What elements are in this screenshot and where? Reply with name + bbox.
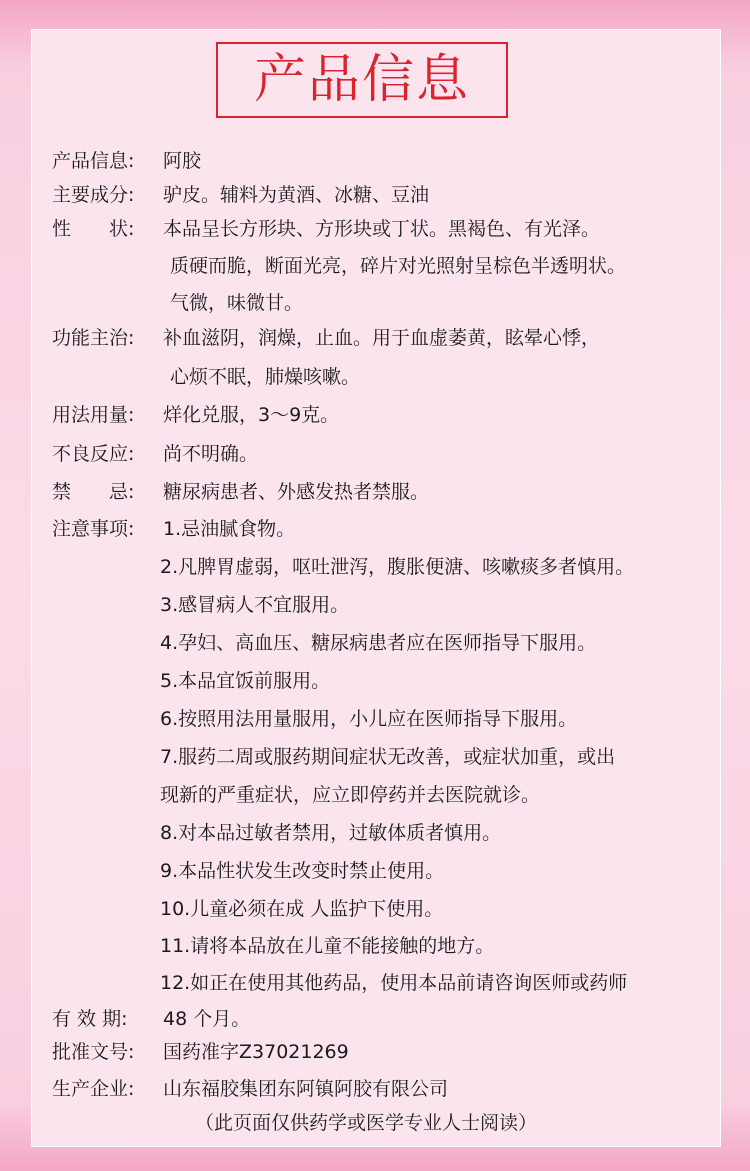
precaution-item: 6.按照用法用量服用，小儿应在医师指导下服用。 bbox=[160, 708, 578, 730]
precaution-item: 1.忌油腻食物。 bbox=[163, 518, 296, 540]
precaution-item: 3.感冒病人不宜服用。 bbox=[160, 594, 350, 616]
label-validity: 有 效 期: bbox=[52, 1008, 128, 1030]
footer-note: （此页面仅供药学或医学专业人士阅读） bbox=[195, 1112, 538, 1134]
label-approval: 批准文号: bbox=[52, 1041, 135, 1063]
label-contraindications: 禁 忌: bbox=[52, 481, 135, 503]
precaution-item: 12.如正在使用其他药品，使用本品前请咨询医师或药师 bbox=[160, 972, 628, 994]
precaution-item: 10.儿童必须在成 人监护下使用。 bbox=[160, 898, 444, 920]
value-product-name: 阿胶 bbox=[163, 150, 202, 172]
value-functions-line: 心烦不眠，肺燥咳嗽。 bbox=[170, 366, 361, 388]
value-manufacturer: 山东福胶集团东阿镇阿胶有限公司 bbox=[163, 1078, 449, 1100]
precaution-item: 8.对本品过敏者禁用，过敏体质者慎用。 bbox=[160, 822, 502, 844]
value-properties-line: 质硬而脆，断面光亮，碎片对光照射呈棕色半透明状。 bbox=[170, 255, 627, 277]
value-ingredients: 驴皮。辅料为黄酒、冰糖、豆油 bbox=[163, 184, 430, 206]
label-precautions: 注意事项: bbox=[52, 518, 135, 540]
precaution-item: 11.请将本品放在儿童不能接触的地方。 bbox=[160, 935, 495, 957]
value-properties-line: 本品呈长方形块、方形块或丁状。黑褐色、有光泽。 bbox=[163, 218, 601, 240]
page-title: 产品信息 bbox=[216, 42, 508, 118]
value-dosage: 烊化兑服，3～9克。 bbox=[163, 404, 340, 426]
label-properties: 性 状: bbox=[52, 218, 135, 240]
value-functions-line: 补血滋阴，润燥，止血。用于血虚萎黄，眩晕心悸， bbox=[163, 327, 601, 349]
label-dosage: 用法用量: bbox=[52, 404, 135, 426]
precaution-item: 4.孕妇、高血压、糖尿病患者应在医师指导下服用。 bbox=[160, 632, 597, 654]
value-adverse: 尚不明确。 bbox=[163, 443, 259, 465]
value-properties-line: 气微，味微甘。 bbox=[170, 292, 304, 314]
label-product-name: 产品信息: bbox=[52, 150, 135, 172]
value-validity: 48 个月。 bbox=[163, 1008, 251, 1030]
precaution-item: 2.凡脾胃虚弱，呕吐泄泻，腹胀便溏、咳嗽痰多者慎用。 bbox=[160, 556, 635, 578]
label-functions: 功能主治: bbox=[52, 327, 135, 349]
label-ingredients: 主要成分: bbox=[52, 184, 135, 206]
precaution-item-continued: 现新的严重症状，应立即停药并去医院就诊。 bbox=[160, 784, 541, 806]
precaution-item: 9.本品性状发生改变时禁止使用。 bbox=[160, 860, 445, 882]
value-approval: 国药准字Z37021269 bbox=[163, 1041, 349, 1063]
value-contraindications: 糖尿病患者、外感发热者禁服。 bbox=[163, 481, 430, 503]
label-manufacturer: 生产企业: bbox=[52, 1078, 135, 1100]
label-adverse: 不良反应: bbox=[52, 443, 135, 465]
precaution-item: 7.服药二周或服药期间症状无改善，或症状加重，或出 bbox=[160, 746, 616, 768]
precaution-item: 5.本品宜饭前服用。 bbox=[160, 670, 331, 692]
